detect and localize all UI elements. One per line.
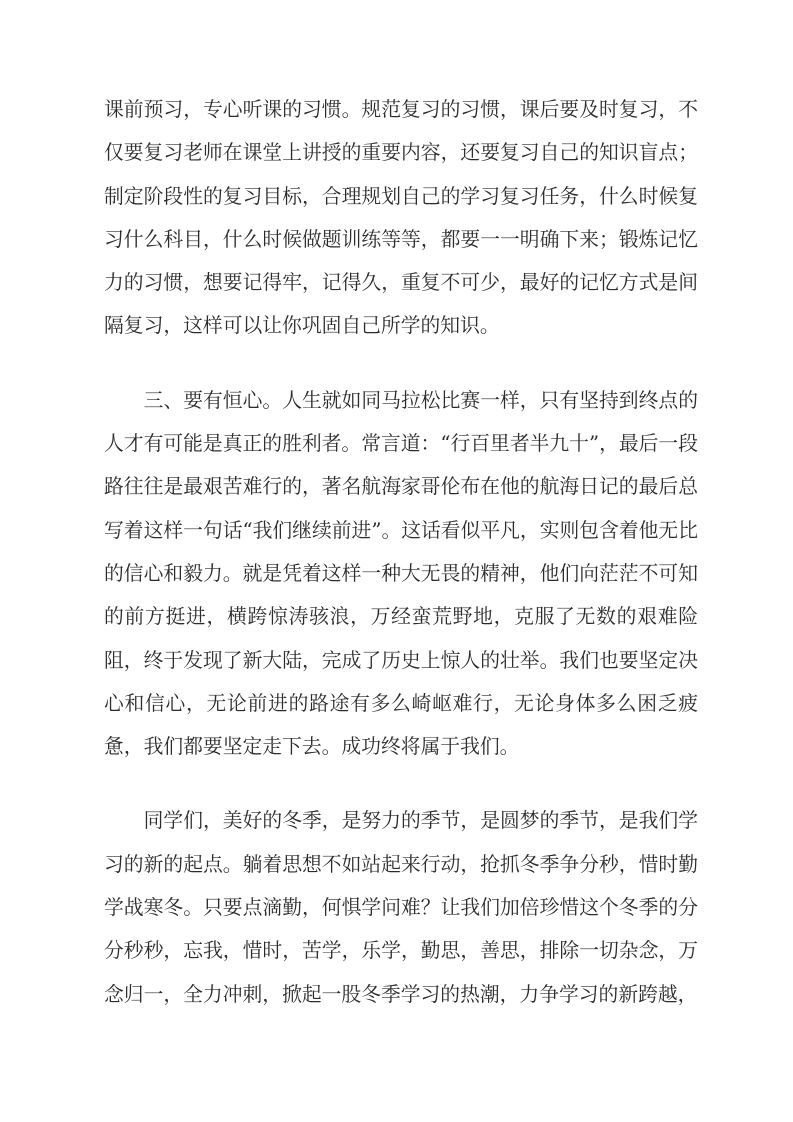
paragraph-winter-study: 同学们，美好的冬季，是努力的季节，是圆梦的季节，是我们学习的新的起点。躺着思想不如站起来行动，抢抓冬季争分秒，惜时勤学战寒冬。只要点滴勤，何惧学问难？让我们加倍珍惜这个冬季的分分秒秒，忘我，惜时，苦学，乐学，勤思，善思，排除一切杂念，万念归一，全力冲刺，掀起一股冬季学习的热潮，力争学习的新跨越， [104, 809, 698, 1006]
paragraph-study-habits: 课前预习，专心听课的习惯。规范复习的习惯，课后要及时复习，不仅要复习老师在课堂上讲授的重要内容，还要复习自己的知识盲点；制定阶段性的复习目标，合理规划自己的学习复习任务，什么时候复习什么科目，什么时候做题训练等等，都要一一明确下来；锻炼记忆力的习惯，想要记得牢，记得久，重复不可少，最好的记忆方式是间隔复习，这样可以让你巩固自己所学的知识。 [104, 98, 698, 338]
paragraph-perseverance: 三、要有恒心。人生就如同马拉松比赛一样，只有坚持到终点的人才有可能是真正的胜利者。常言道：“行百里者半九十”，最后一段路往往是最艰苦难行的，著名航海家哥伦布在他的航海日记的最后总写着这样一句话“我们继续前进”。这话看似平凡，实则包含着他无比的信心和毅力。就是凭着这样一种大无畏的精神，他们向茫茫不可知的前方挺进，横跨惊涛骇浪，万经蛮荒野地，克服了无数的艰难险阻，终于发现了新大陆，完成了历史上惊人的壮举。我们也要坚定决心和信心，无论前进的路途有多么崎岖难行，无论身体多么困乏疲惫，我们都要坚定走下去。成功终将属于我们。 [104, 388, 698, 759]
